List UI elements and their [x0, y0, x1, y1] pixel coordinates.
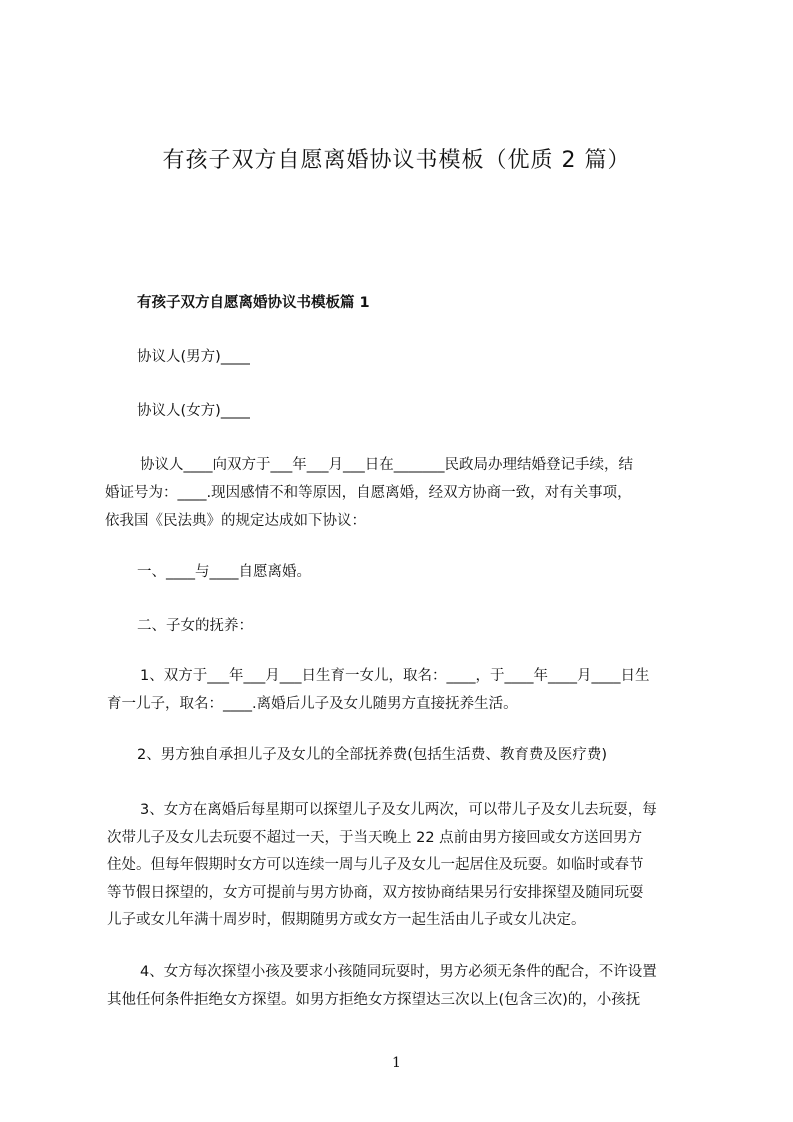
- document-title: 有孩子双方自愿离婚协议书模板（优质 2 篇）: [162, 148, 631, 173]
- item-3-line-1: 3、女方在离婚后每星期可以探望儿子及女儿两次，可以带儿子及女儿去玩耍，每: [140, 802, 657, 818]
- item-2: 2、男方独自承担儿子及女儿的全部抚养费(包括生活费、教育费及医疗费): [137, 747, 608, 763]
- section-title: 有孩子双方自愿离婚协议书模板篇 1: [137, 295, 370, 311]
- item-1-line-2: 育一儿子，取名：____.离婚后儿子及女儿随男方直接抚养生活。: [107, 696, 518, 712]
- preamble-line-2: 婚证号为：____.现因感情不和等原因，自愿离婚，经双方协商一致，对有关事项，: [105, 485, 632, 501]
- party-female-line: 协议人(女方)____: [137, 403, 250, 419]
- preamble-line-3: 依我国《民法典》的规定达成如下协议：: [105, 513, 366, 529]
- item-4-line-2: 其他任何条件拒绝女方探望。如男方拒绝女方探望达三次以上(包含三次)的，小孩抚: [107, 992, 641, 1008]
- item-3-line-4: 等节假日探望的，女方可提前与男方协商，双方按协商结果另行安排探望及随同玩耍: [107, 885, 644, 901]
- preamble-line-1: 协议人____向双方于___年___月___日在_______民政局办理结婚登记手续，结: [140, 457, 633, 473]
- clause-1: 一、____与____自愿离婚。: [137, 564, 311, 580]
- clause-2-heading: 二、子女的抚养：: [137, 618, 253, 634]
- page-number: 1: [392, 1055, 401, 1071]
- item-1-line-1: 1、双方于___年___月___日生育一女儿，取名：____，于____年____月____日生: [140, 668, 650, 684]
- item-3-line-2: 次带儿子及女儿去玩耍不超过一天，于当天晚上 22 点前由男方接回或女方送回男方: [107, 830, 643, 846]
- party-male-line: 协议人(男方)____: [137, 349, 250, 365]
- item-3-line-3: 住处。但每年假期时女方可以连续一周与儿子及女儿一起居住及玩耍。如临时或春节: [107, 857, 644, 873]
- item-3-line-5: 儿子或女儿年满十周岁时，假期随男方或女方一起生活由儿子或女儿决定。: [107, 912, 586, 928]
- item-4-line-1: 4、女方每次探望小孩及要求小孩随同玩耍时，男方必须无条件的配合，不许设置: [140, 964, 657, 980]
